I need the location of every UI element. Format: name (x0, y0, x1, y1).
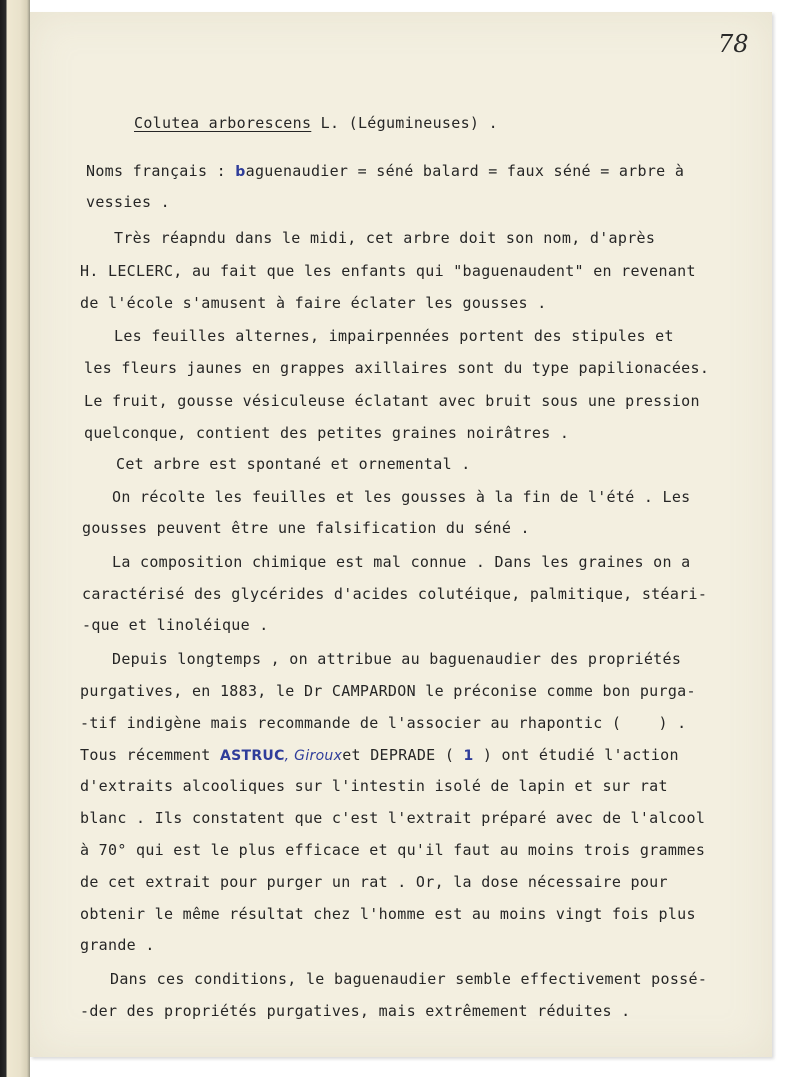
line-p7-6: blanc . Ils constatent que c'est l'extrait préparé avec de l'alcool (80, 809, 706, 827)
text-segment: Tous récemment (80, 746, 220, 764)
line-p2-2: H. LECLERC, au fait que les enfants qui "baguenaudent" en revenant (80, 262, 696, 280)
line-p5-2: gousses peuvent être une falsification du séné . (82, 519, 530, 537)
handwritten-correction: b (235, 164, 246, 180)
handwritten-name-giroux: , Giroux (284, 748, 343, 764)
line-p2-3: de l'école s'amusent à faire éclater les gousses . (80, 294, 547, 312)
line-p7-5: d'extraits alcooliques sur l'intestin isolé de lapin et sur rat (80, 777, 668, 795)
binding-edge (0, 0, 30, 1077)
line-p5-1: On récolte les feuilles et les gousses à la fin de l'été . Les (112, 488, 691, 506)
line-noms-1 (86, 162, 684, 180)
line-p7-3: -tif indigène mais recommande de l'associer au rhapontic ( ) . (80, 714, 687, 732)
line-p3-3: Le fruit, gousse vésiculeuse éclatant avec bruit sous une pression (84, 392, 700, 410)
line-p3-1: Les feuilles alternes, impairpennées portent des stipules et (114, 327, 674, 345)
handwritten-reference-number: 1 (463, 748, 474, 764)
text-segment: et DEPRADE ( (342, 746, 464, 764)
line-p7-1: Depuis longtemps , on attribue au baguenaudier des propriétés (112, 650, 682, 668)
heading-rest: L. (Légumineuses) . (311, 114, 498, 132)
page-number: 78 (718, 30, 749, 58)
line-p6-2: caractérisé des glycérides d'acides colutéique, palmitique, stéari- (82, 585, 708, 603)
line-p3-4: quelconque, contient des petites graines noirâtres . (84, 424, 570, 442)
text-segment: ) ont étudié l'action (473, 746, 679, 764)
line-p7-9: obtenir le même résultat chez l'homme est au moins vingt fois plus (80, 905, 696, 923)
line-p4-1: Cet arbre est spontané et ornemental . (116, 455, 471, 473)
line-p8-2: -der des propriétés purgatives, mais extrêmement réduites . (80, 1002, 631, 1020)
line-p7-10: grande . (80, 936, 155, 954)
line-p7-4 (80, 746, 679, 764)
line-p6-1: La composition chimique est mal connue . Dans les graines on a (112, 553, 691, 571)
document-page (30, 12, 772, 1057)
line-noms-2: vessies . (86, 193, 170, 211)
heading (134, 114, 498, 132)
line-p7-8: de cet extrait pour purger un rat . Or, la dose nécessaire pour (80, 873, 668, 891)
line-p7-7: à 70° qui est le plus efficace et qu'il faut au moins trois grammes (80, 841, 706, 859)
handwritten-name-astruc: ASTRUC (219, 748, 285, 764)
text-segment: aguenaudier = séné balard = faux séné = arbre à (245, 162, 685, 180)
line-p7-2: purgatives, en 1883, le Dr CAMPARDON le préconise comme bon purga- (80, 682, 696, 700)
line-p2-1: Très réapndu dans le midi, cet arbre doit son nom, d'après (114, 229, 656, 247)
text-segment: Noms français : (86, 162, 236, 180)
line-p8-1: Dans ces conditions, le baguenaudier semble effectivement possé- (110, 970, 708, 988)
species-title: Colutea arborescens (134, 114, 312, 132)
line-p6-3: -que et linoléique . (82, 616, 269, 634)
line-p3-2: les fleurs jaunes en grappes axillaires sont du type papilionacées. (84, 359, 710, 377)
